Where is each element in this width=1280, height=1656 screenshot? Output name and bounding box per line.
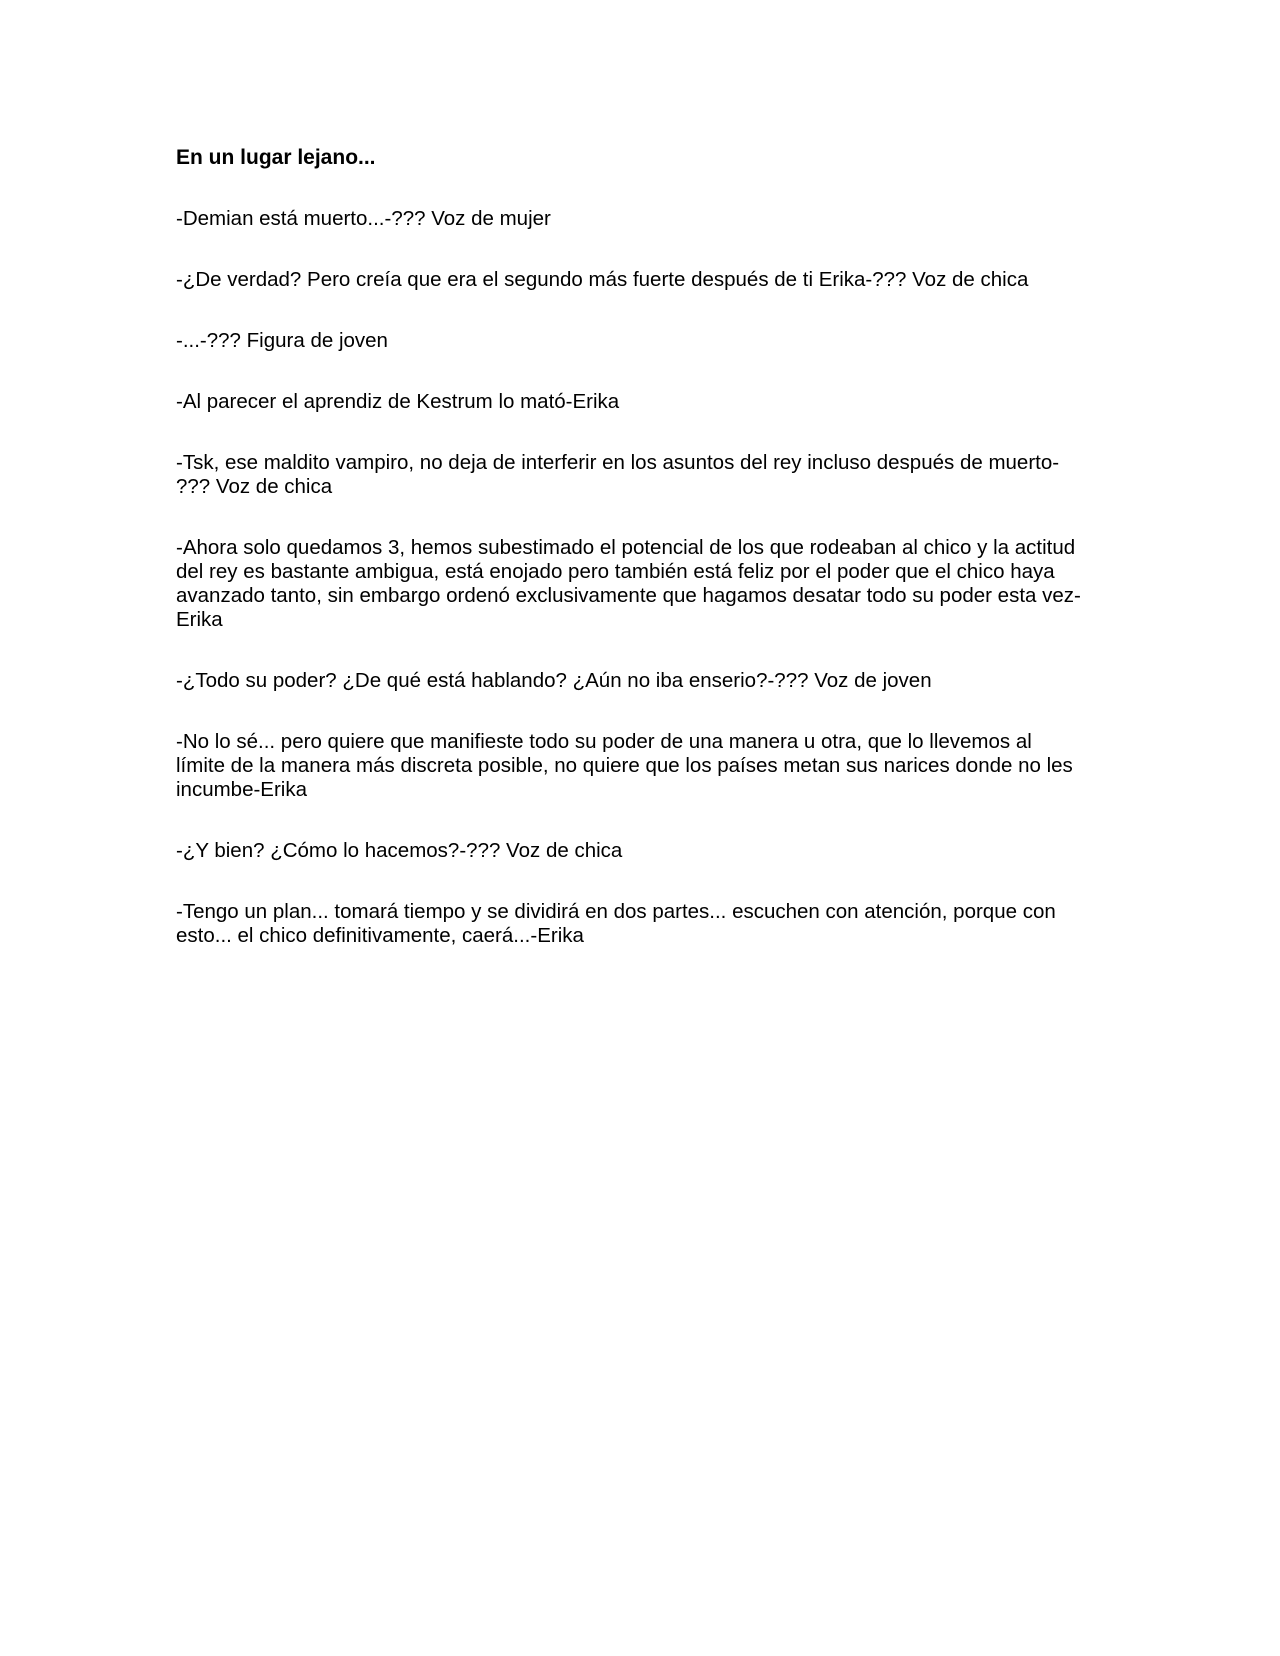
paragraph: -Demian está muerto...-??? Voz de mujer: [176, 207, 551, 230]
paragraph: -¿Todo su poder? ¿De qué está hablando? ¿Aún no iba enserio?-??? Voz de joven: [176, 669, 932, 692]
paragraph: -¿Y bien? ¿Cómo lo hacemos?-??? Voz de chica: [176, 839, 623, 862]
paragraph: -No lo sé... pero quiere que manifieste todo su poder de una manera u otra, que lo llevemos al límite de la manera más discreta posible, no quiere que los países metan sus narices donde no les incumbe-Erika: [176, 730, 1073, 801]
paragraph: -Tsk, ese maldito vampiro, no deja de interferir en los asuntos del rey incluso después de muerto- ??? Voz de chica: [176, 451, 1060, 498]
document-page: [176, 146, 1106, 985]
paragraph: -¿De verdad? Pero creía que era el segundo más fuerte después de ti Erika-??? Voz de chica: [176, 268, 1029, 291]
paragraph: -Al parecer el aprendiz de Kestrum lo mató-Erika: [176, 390, 620, 413]
paragraph: -Tengo un plan... tomará tiempo y se dividirá en dos partes... escuchen con atención, porque con esto... el chico definitivamente, caerá...-Erika: [176, 900, 1056, 947]
paragraph: -Ahora solo quedamos 3, hemos subestimado el potencial de los que rodeaban al chico y la actitud del rey es bastante ambigua, está enojado pero también está feliz por el poder que el chico haya avanzado tanto, sin embargo ordenó exclusivamente que hagamos desatar todo su poder esta vez- Erika: [176, 536, 1081, 631]
document-heading: En un lugar lejano...: [176, 146, 376, 169]
paragraph: -...-??? Figura de joven: [176, 329, 388, 352]
